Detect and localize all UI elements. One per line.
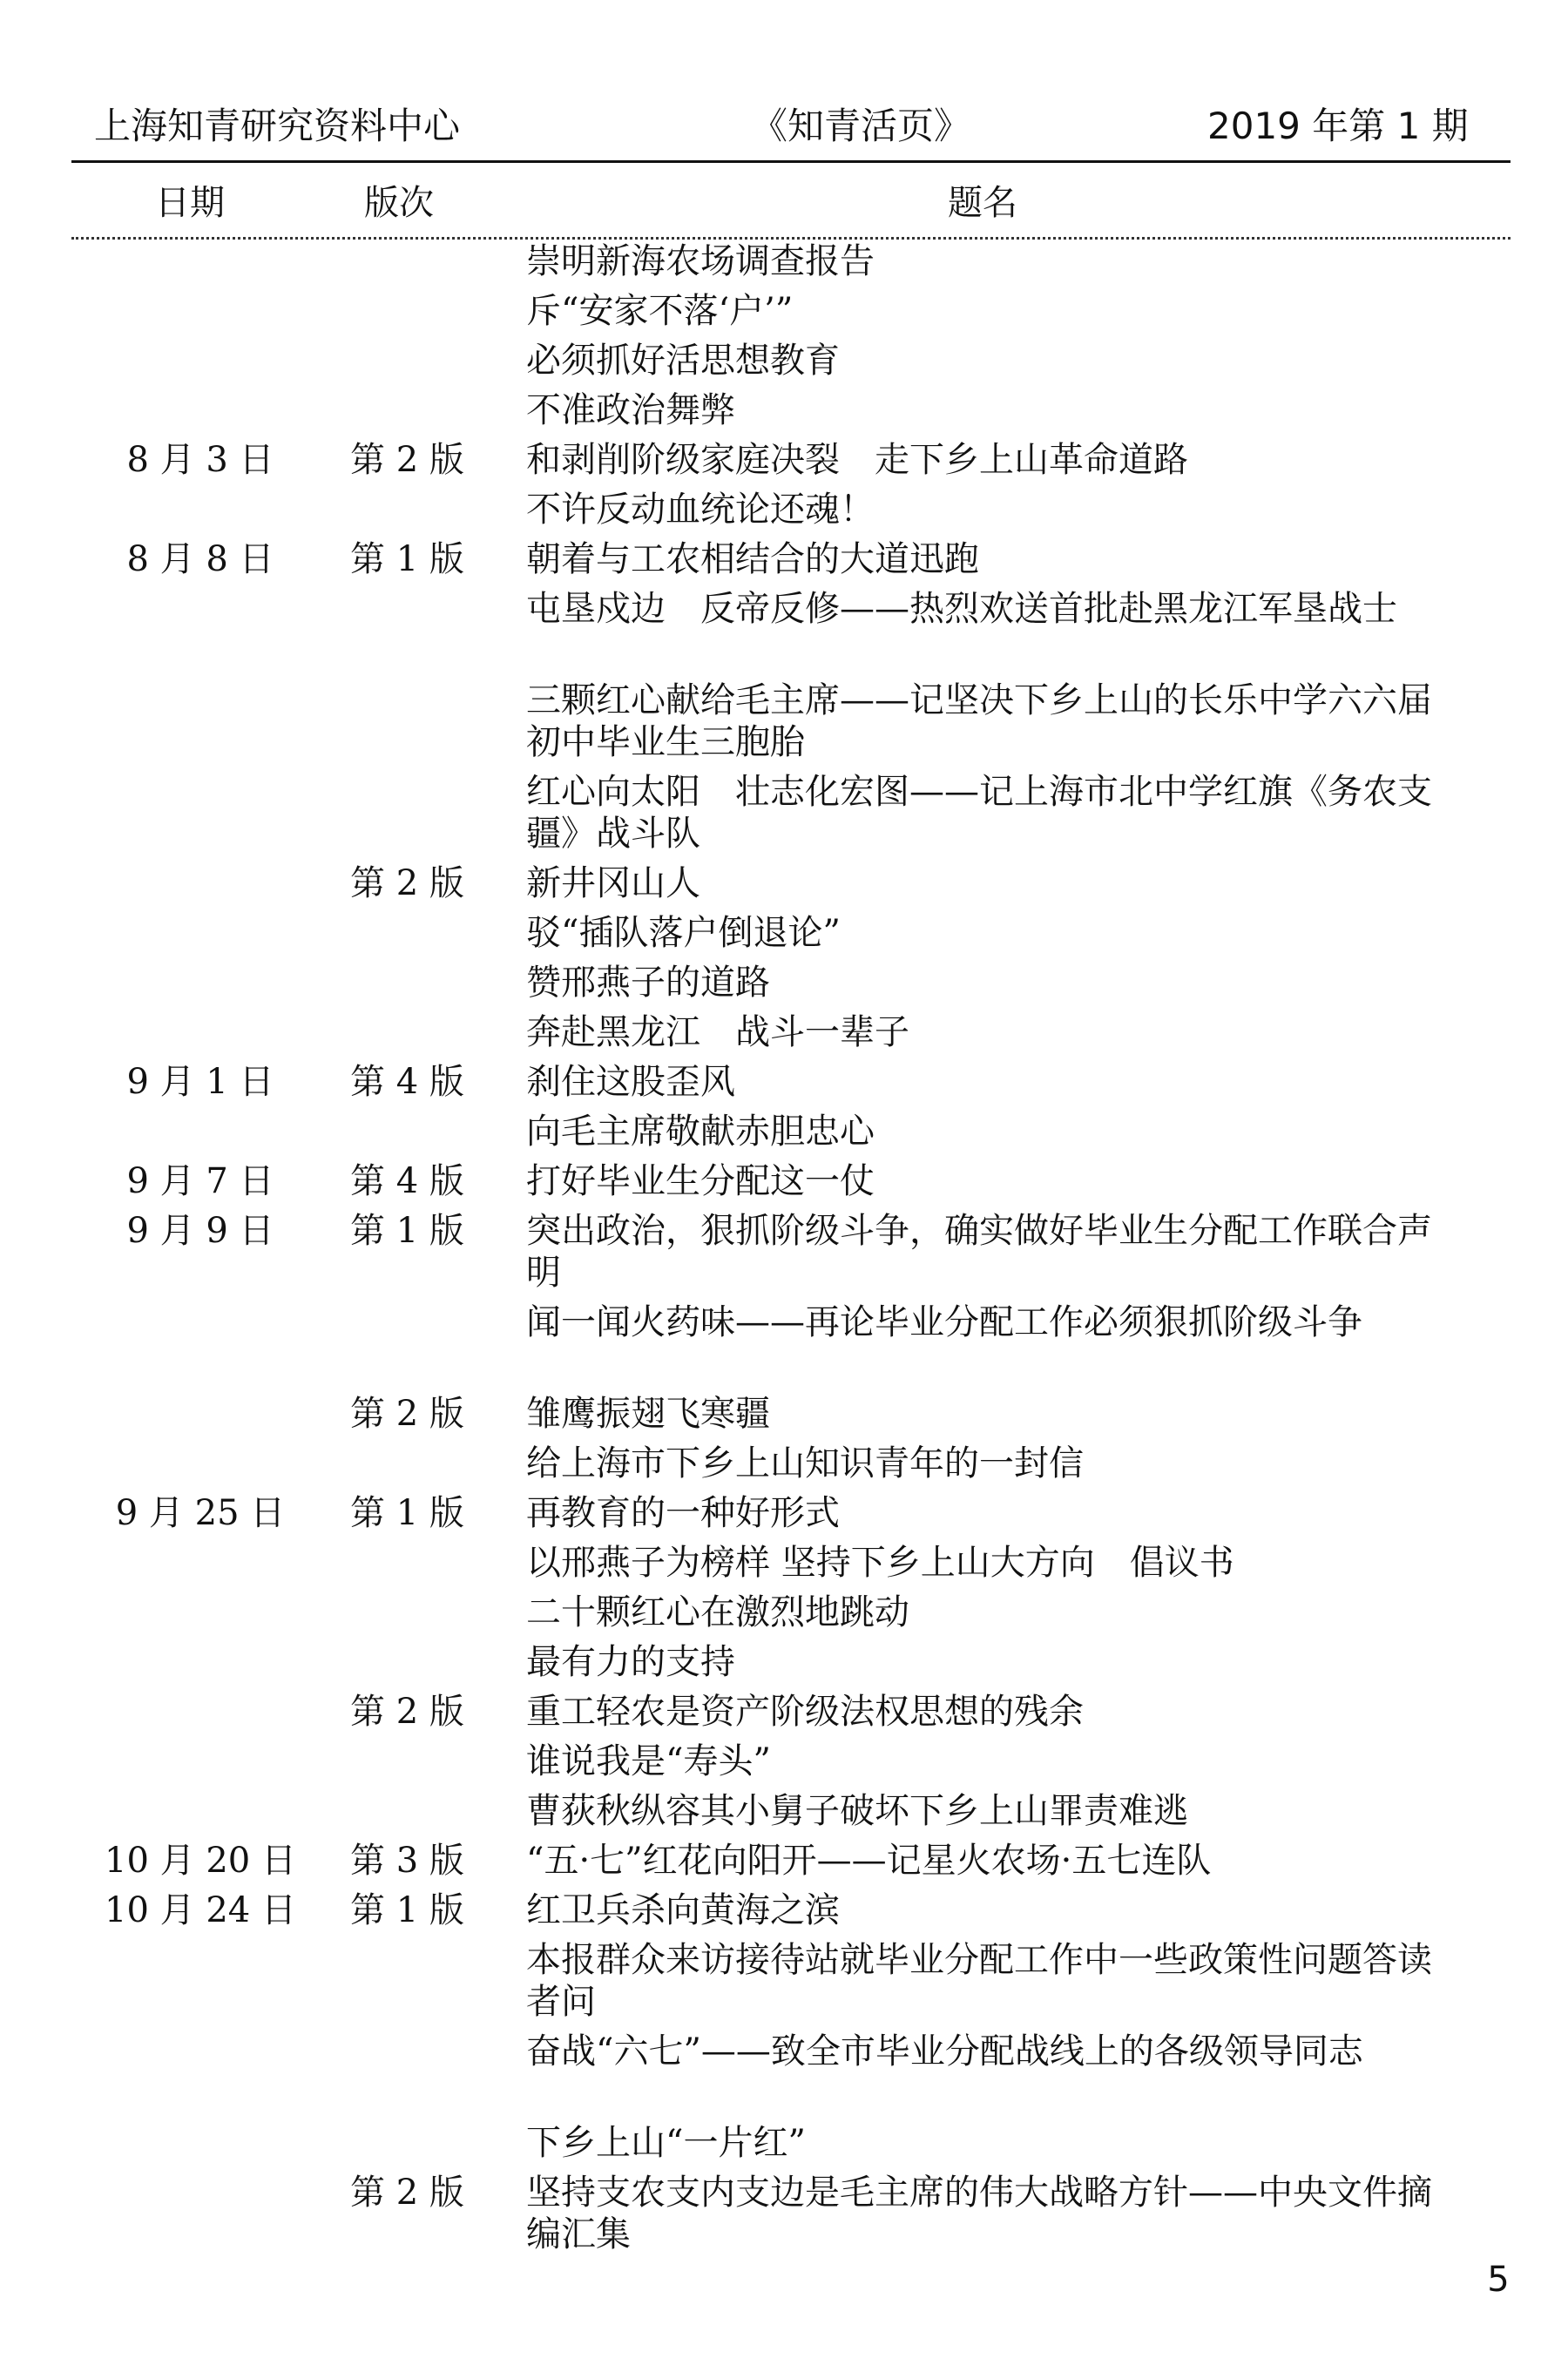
row-date: 10 月 20 日: [105, 1841, 296, 1881]
row-title: 下乡上山“一片红”: [526, 2123, 806, 2163]
header-publication: 《知青活页》: [751, 105, 971, 147]
row-title: 最有力的支持: [526, 1642, 735, 1682]
row-edition: 第 4 版: [350, 1062, 464, 1102]
row-title: 驳“插队落户倒退论”: [526, 913, 841, 953]
row-title: 谁说我是“寿头”: [526, 1741, 771, 1781]
column-header-date: 日期: [155, 183, 225, 223]
row-title: 突出政治，狠抓阶级斗争，确实做好毕业生分配工作联合声明: [526, 1211, 1432, 1293]
header-source: 上海知青研究资料中心: [94, 105, 461, 147]
row-title: 闻一闻火药味——再论毕业分配工作必须狠抓阶级斗争: [526, 1302, 1362, 1342]
row-edition: 第 1 版: [350, 539, 464, 579]
row-title: 三颗红心献给毛主席——记坚决下乡上山的长乐中学六六届初中毕业生三胞胎: [526, 680, 1432, 762]
row-date: 9 月 7 日: [126, 1161, 274, 1201]
row-title: 新井冈山人: [526, 863, 700, 903]
row-title: 红心向太阳 壮志化宏图——记上海市北中学红旗《务农支疆》战斗队: [526, 772, 1432, 854]
row-title: 曹荻秋纵容其小舅子破坏下乡上山罪责难逃: [526, 1791, 1188, 1831]
row-date: 10 月 24 日: [105, 1890, 296, 1930]
row-title: 红卫兵杀向黄海之滨: [526, 1890, 840, 1930]
row-title: 二十颗红心在激烈地跳动: [526, 1592, 909, 1632]
row-edition: 第 1 版: [350, 1890, 464, 1930]
row-title: 斥“安家不落‘户’”: [526, 291, 794, 331]
row-date: 9 月 9 日: [126, 1211, 274, 1251]
row-title: 不准政治舞弊: [526, 390, 735, 430]
row-title: 赞邢燕子的道路: [526, 963, 770, 1003]
row-date: 9 月 1 日: [126, 1062, 274, 1102]
page-number: 5: [1487, 2260, 1510, 2300]
row-title: 朝着与工农相结合的大道迅跑: [526, 539, 979, 579]
row-title: “五·七”红花向阳开——记星火农场·五七连队: [526, 1841, 1212, 1881]
row-edition: 第 2 版: [350, 2173, 464, 2213]
row-title: 以邢燕子为榜样 坚持下乡上山大方向 倡议书: [526, 1543, 1234, 1583]
row-title: 给上海市下乡上山知识青年的一封信: [526, 1443, 1084, 1483]
row-edition: 第 2 版: [350, 440, 464, 480]
row-edition: 第 1 版: [350, 1493, 464, 1533]
row-title: 向毛主席敬献赤胆忠心: [526, 1112, 875, 1152]
row-title: 刹住这股歪风: [526, 1062, 735, 1102]
row-edition: 第 2 版: [350, 1394, 464, 1434]
row-title: 坚持支农支内支边是毛主席的伟大战略方针——中央文件摘编汇集: [526, 2173, 1432, 2254]
row-edition: 第 2 版: [350, 863, 464, 903]
row-title: 必须抓好活思想教育: [526, 341, 840, 381]
row-date: 9 月 25 日: [115, 1493, 286, 1533]
row-title: 屯垦戍边 反帝反修——热烈欢送首批赴黑龙江军垦战士: [526, 589, 1397, 629]
row-title: 打好毕业生分配这一仗: [526, 1161, 875, 1201]
row-title: 崇明新海农场调查报告: [526, 241, 875, 281]
row-title: 重工轻农是资产阶级法权思想的残余: [526, 1692, 1084, 1732]
row-date: 8 月 8 日: [126, 539, 274, 579]
row-title: 雏鹰振翅飞寒疆: [526, 1394, 770, 1434]
row-edition: 第 4 版: [350, 1161, 464, 1201]
row-date: 8 月 3 日: [126, 440, 274, 480]
row-title: 本报群众来访接待站就毕业分配工作中一些政策性问题答读者问: [526, 1940, 1432, 2022]
row-title: 奔赴黑龙江 战斗一辈子: [526, 1012, 909, 1052]
column-header-edition: 版次: [364, 183, 434, 223]
row-title: 不许反动血统论还魂！: [526, 490, 875, 530]
column-header-title: 题名: [948, 183, 1017, 223]
row-title: 和剥削阶级家庭决裂 走下乡上山革命道路: [526, 440, 1188, 480]
row-edition: 第 2 版: [350, 1692, 464, 1732]
row-edition: 第 1 版: [350, 1211, 464, 1251]
row-title: 再教育的一种好形式: [526, 1493, 840, 1533]
header-issue: 2019 年第 1 期: [1207, 105, 1469, 147]
row-edition: 第 3 版: [350, 1841, 464, 1881]
row-title: 奋战“六七”——致全市毕业分配战线上的各级领导同志: [526, 2031, 1363, 2071]
